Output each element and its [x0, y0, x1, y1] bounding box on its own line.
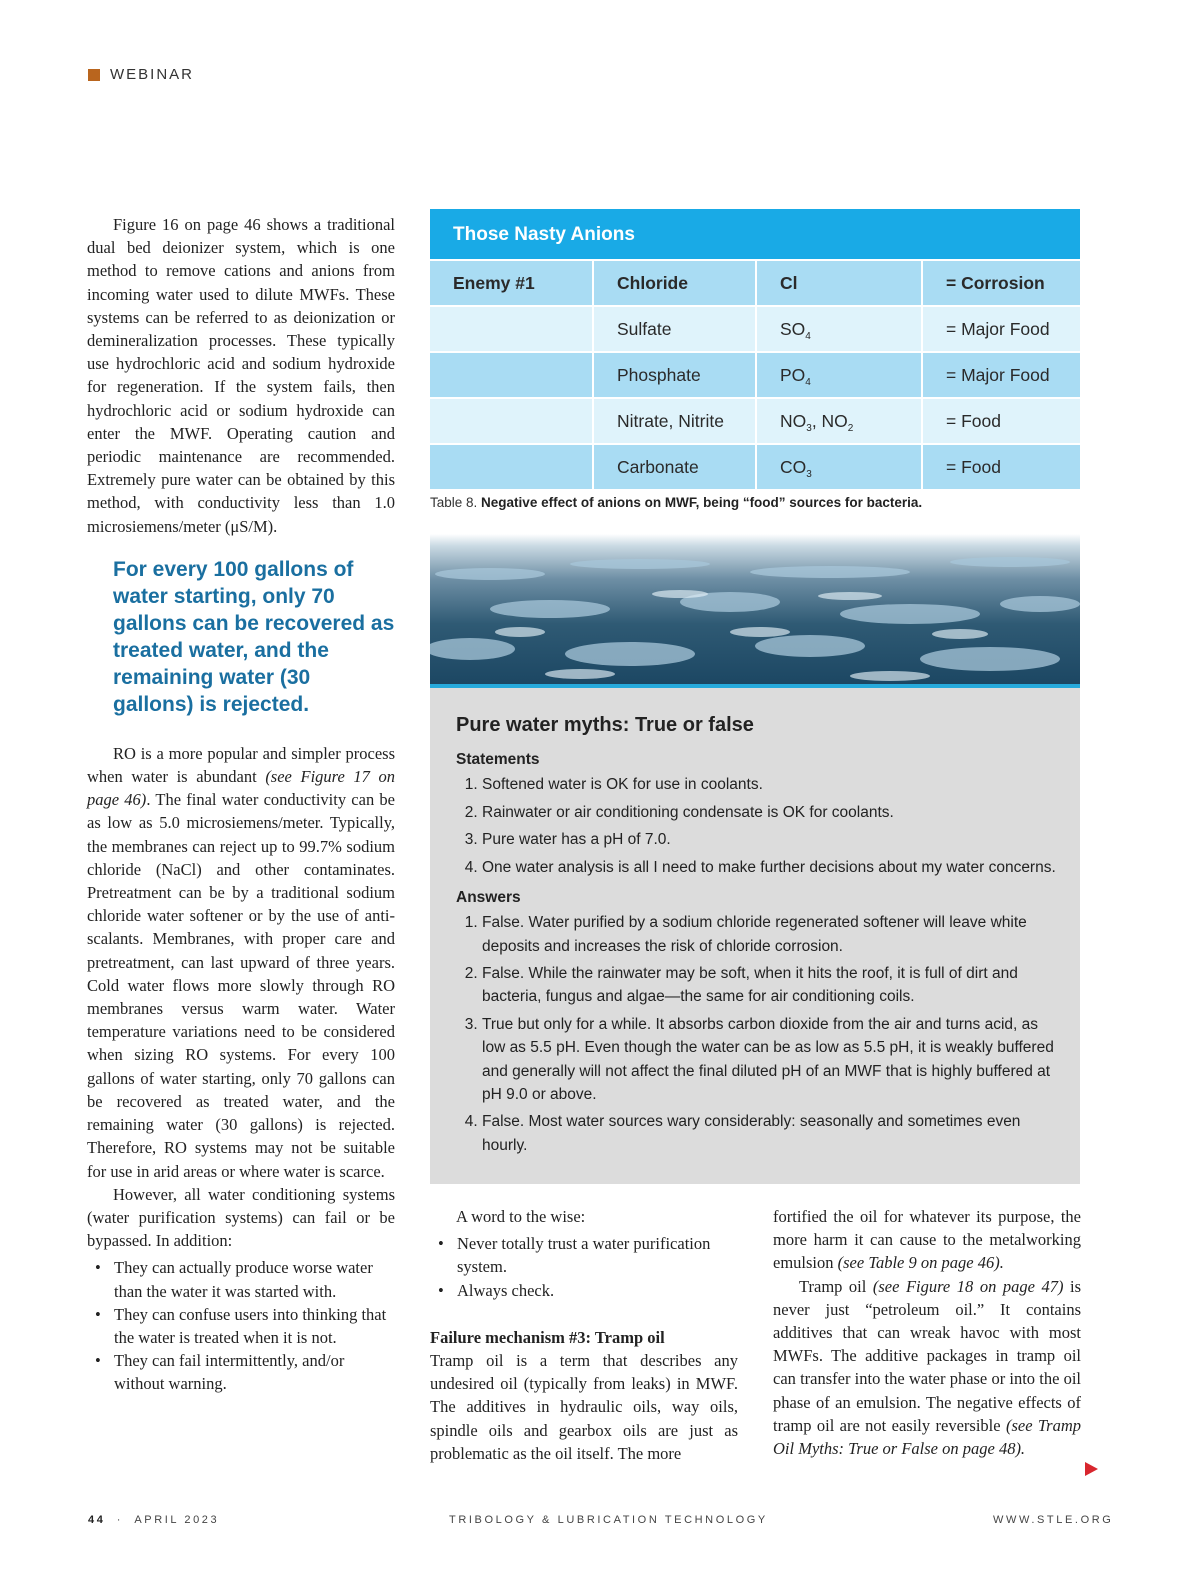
list-item: 3. True but only for a while. It absorbs carbon dioxide from the air and turns acid, as low as 5.5 pH. Even though the water can be as low as 5.5 pH, it is weakly buffered and generally will not affect the final diluted pH of an MWF that is highly buffered at pH 9.0 or above. [482, 1013, 1062, 1106]
table-cell: Sulfate [592, 307, 755, 351]
table-cell-empty [430, 445, 592, 489]
body-paragraph [773, 1275, 1081, 1461]
figure-reference: (see Figure 17 on page 46) [87, 767, 395, 810]
pull-quote: For every 100 gallons of water starting, only 70 gallons can be recovered as treated water, and the remaining water (30 gallons) is rejected. [113, 557, 395, 716]
list-item: 4. One water analysis is all I need to make further decisions about my water concerns. [482, 856, 1062, 879]
table-row [430, 397, 1080, 443]
list-item: • They can fail intermittently, and/or without warning. [87, 1349, 395, 1395]
table-cell: Enemy #1 [453, 273, 535, 293]
bullet-list [87, 1256, 395, 1395]
section-marker-square [88, 69, 100, 81]
right-column [773, 1205, 1081, 1460]
body-paragraph [773, 1205, 1081, 1275]
middle-column [430, 1205, 738, 1465]
wise-intro: A word to the wise: [456, 1207, 586, 1226]
anions-table [430, 209, 1080, 489]
list-item: 1. Softened water is OK for use in coolants. [482, 773, 1062, 796]
list-item: 2. False. While the rainwater may be soft, when it hits the roof, it is full of dirt and bacteria, fungus and algae—the same for air conditioning coils. [482, 962, 1062, 1008]
table-cell: Nitrate, Nitrite [592, 399, 755, 443]
list-item: • Never totally trust a water purification system. [430, 1232, 738, 1278]
table-row [430, 443, 1080, 489]
caption-label: Table 8. [430, 495, 482, 510]
table-header-row [430, 259, 1080, 305]
continue-arrow-icon [1085, 1462, 1098, 1476]
answers-heading: Answers [456, 889, 521, 907]
publication-name: TRIBOLOGY & LUBRICATION TECHNOLOGY [449, 1514, 768, 1526]
answers-list [456, 911, 1062, 1157]
formula-subscript: 3 [806, 423, 812, 434]
text-span: is never just “petroleum oil.” It contains additives that can wreak havoc with most MWFs. The additive packages in tramp oil can transfer into the water phase or into the oil phase of an emulsion. The negative effects of tramp oil are not easily reversible [773, 1276, 1081, 1435]
formula-text: SO [780, 319, 806, 339]
table-cell-formula [755, 399, 921, 443]
footer-page-info [88, 1514, 219, 1526]
table-cell-empty [430, 399, 592, 443]
myths-sidebar [430, 684, 1080, 1184]
table-cell: Cl [755, 261, 921, 305]
bullet-list [430, 1232, 738, 1302]
formula-text: , NO [811, 411, 848, 431]
section-label: WEBINAR [110, 66, 195, 83]
table-cell-formula [755, 307, 921, 351]
section-tag [88, 66, 194, 83]
formula-subscript: 4 [805, 331, 811, 342]
list-item: • They can confuse users into thinking that the water is treated when it is not. [87, 1303, 395, 1349]
body-paragraph: Tramp oil is a term that describes any undesired oil (typically from leaks) in MWF. The additives in hydraulic oils, way oils, spindle oils and gearbox oils are just as problematic as the oil itself. The more [430, 1351, 738, 1463]
table-cell-empty [430, 353, 592, 397]
table-cell: Phosphate [592, 353, 755, 397]
formula-subscript: 4 [805, 377, 811, 388]
body-paragraph [87, 742, 395, 1183]
water-surface-image [430, 534, 1080, 684]
body-paragraph: Figure 16 on page 46 shows a traditional dual bed deionizer system, which is one method to remove cations and anions from incoming water used to dilute MWFs. These systems can be referred to as deionization or demineralization processes. These typically use hydrochloric acid and sodium hydroxide for regeneration. If the system fails, then hydrochloric acid or sodium hydroxide can enter the MWF. Operating caution and periodic maintenance are recommended. Extremely pure water can be obtained by this method, with conductivity less than 1.0 microsiemens/meter (μS/M). [87, 215, 395, 536]
text-span: . The final water conductivity can be as low as 5.0 microsiemens/meter. Typically, the membranes can reject up to 99.7% sodium chloride (NaCl) and other contaminates. Pretreatment can be by a traditional sodium chloride water softener or by the use of anti-scalants. Membranes, with proper care and pretreatment, can last upward of three years. Cold water flows more slowly through RO membranes versus warm water. Water temperature variations need to be considered when sizing RO systems. For every 100 gallons of water starting, only 70 gallons can be recovered as treated water, and the remaining water (30 gallons) is rejected. Therefore, RO systems may not be suitable for use in arid areas or where water is scarce. [87, 790, 396, 1181]
text-span: Tramp oil [799, 1276, 873, 1296]
formula-text: PO [780, 365, 806, 385]
page-number: 44 [88, 1514, 106, 1526]
table-caption [430, 495, 922, 510]
text-span: RO is a more popular and simpler process when water is abundant [87, 743, 395, 787]
list-item: 4. False. Most water sources wary considerably: seasonally and sometimes even hourly. [482, 1110, 1062, 1156]
table-cell: = Major Food [921, 353, 1080, 397]
list-item: 2. Rainwater or air conditioning condensate is OK for coolants. [482, 801, 1062, 824]
table-cell: = Corrosion [921, 261, 1080, 305]
statements-heading: Statements [456, 751, 540, 768]
text-span: fortified the oil for whatever its purpose, the more harm it can cause to the metalworking emulsion [773, 1207, 1081, 1273]
formula-text: NO [780, 411, 807, 431]
formula-subscript: 2 [847, 423, 854, 434]
myths-title: Pure water myths: True or false [456, 714, 754, 736]
list-item: 1. False. Water purified by a sodium chloride regenerated softener will leave white deposits and increases the risk of chloride corrosion. [482, 911, 1062, 957]
body-paragraph: However, all water conditioning systems (water purification systems) can fail or be bypassed. In addition: [87, 1184, 395, 1251]
caption-text: Negative effect of anions on MWF, being “food” sources for bacteria. [481, 495, 923, 510]
table-cell: = Food [921, 399, 1080, 443]
left-column [87, 213, 395, 1396]
table-cell-empty [430, 307, 592, 351]
list-item: • They can actually produce worse water than the water it was started with. [87, 1256, 395, 1302]
table-cell-formula [755, 353, 921, 397]
list-item: 3. Pure water has a pH of 7.0. [482, 828, 1062, 851]
table-cell: = Food [921, 445, 1080, 489]
issue-date: APRIL 2023 [134, 1514, 220, 1526]
water-illustration [430, 534, 1080, 684]
page-reference: (see Tramp Oil Myths: True or False on page 48). [773, 1415, 1081, 1459]
footer-separator: · [116, 1514, 124, 1526]
table-row [430, 351, 1080, 397]
table-title: Those Nasty Anions [430, 209, 1080, 259]
table-cell: Carbonate [592, 445, 755, 489]
table-row [430, 305, 1080, 351]
website-link[interactable]: WWW.STLE.ORG [993, 1514, 1114, 1526]
formula-text: CO [780, 457, 807, 477]
table-cell: Chloride [592, 261, 755, 305]
table-cell: = Major Food [921, 307, 1080, 351]
formula-subscript: 3 [806, 469, 812, 480]
list-item: • Always check. [430, 1279, 738, 1302]
table-reference: (see Table 9 on page 46). [837, 1253, 1004, 1273]
statements-list [456, 773, 1062, 879]
table-cell-formula [755, 445, 921, 489]
figure-reference: (see Figure 18 on page 47) [872, 1276, 1064, 1296]
section-heading: Failure mechanism #3: Tramp oil [430, 1327, 665, 1347]
